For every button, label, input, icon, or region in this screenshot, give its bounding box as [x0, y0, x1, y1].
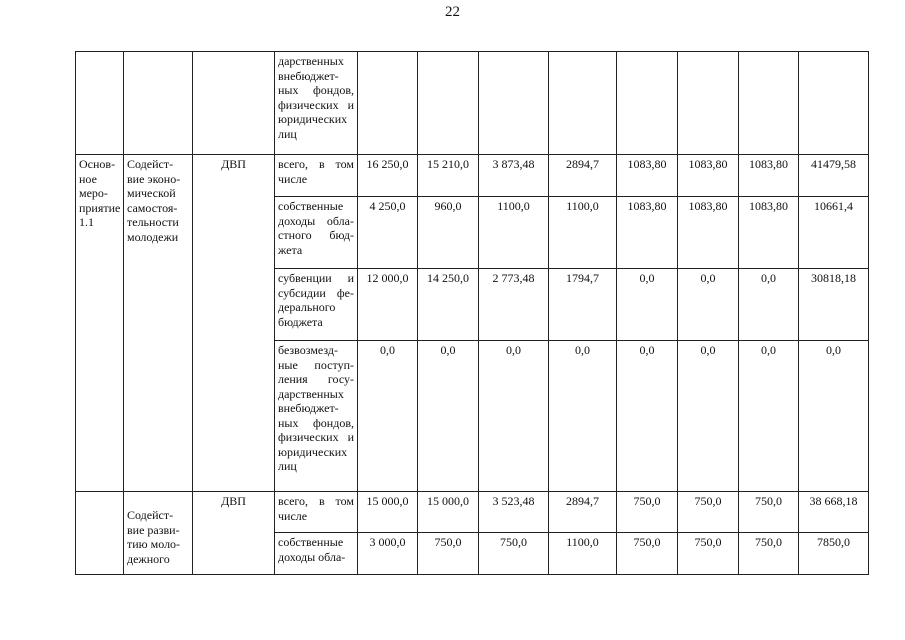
value-cell: 750,0: [418, 533, 479, 575]
program-cell: ДВП: [193, 155, 275, 492]
total-cell: 38 668,18: [799, 492, 869, 533]
value-cell: 0,0: [678, 269, 739, 341]
value-cell: 16 250,0: [358, 155, 418, 197]
budget-table: [75, 51, 869, 575]
value-cell: 2894,7: [549, 492, 617, 533]
value-cell: 0,0: [358, 341, 418, 492]
total-cell: 10661,4: [799, 197, 869, 269]
value-cell: 750,0: [739, 492, 799, 533]
value-cell: 0,0: [418, 341, 479, 492]
table-row: [76, 155, 869, 197]
value-cell: 1083,80: [739, 155, 799, 197]
value-cell: 2 773,48: [479, 269, 549, 341]
total-cell: 7850,0: [799, 533, 869, 575]
table-row: [76, 492, 869, 533]
value-cell: 750,0: [617, 533, 678, 575]
value-cell: 15 210,0: [418, 155, 479, 197]
measure-code-cell: [76, 52, 124, 155]
activity-name-cell: Содейст-вие эконо-мической самостоя-тельности молодежи: [124, 155, 193, 492]
value-cell: 1083,80: [678, 197, 739, 269]
value-cell: 14 250,0: [418, 269, 479, 341]
value-cell: 0,0: [617, 269, 678, 341]
value-cell: 750,0: [678, 492, 739, 533]
value-cell: 0,0: [739, 269, 799, 341]
value-cell: 1083,80: [678, 155, 739, 197]
total-cell: 41479,58: [799, 155, 869, 197]
total-cell: 0,0: [799, 341, 869, 492]
value-cell: 0,0: [617, 341, 678, 492]
value-cell: 0,0: [549, 341, 617, 492]
value-cell: 0,0: [739, 341, 799, 492]
funding-source-cell: всего, в том числе: [275, 155, 358, 197]
funding-source-cell: всего, в том числе: [275, 492, 358, 533]
funding-source-cell: собственные доходы обла-: [275, 533, 358, 575]
value-cell: 1100,0: [549, 197, 617, 269]
value-cell: 1083,80: [617, 197, 678, 269]
value-cell: 2894,7: [549, 155, 617, 197]
table-row: [76, 52, 869, 155]
value-cell: 0,0: [479, 341, 549, 492]
value-cell: 1100,0: [479, 197, 549, 269]
value-cell: 750,0: [617, 492, 678, 533]
activity-name-cell: [124, 52, 193, 155]
value-cell: 1100,0: [549, 533, 617, 575]
total-cell: 30818,18: [799, 269, 869, 341]
funding-source-cell: дарственных внебюджет-ных фондов, физических и юридических лиц: [275, 52, 358, 155]
funding-source-cell: безвозмезд-ные поступ-ления госу-дарственных внебюджет-ных фондов, физических и юридических лиц: [275, 341, 358, 492]
value-cell: 1794,7: [549, 269, 617, 341]
value-cell: 1083,80: [617, 155, 678, 197]
value-cell: 3 523,48: [479, 492, 549, 533]
value-cell: 750,0: [739, 533, 799, 575]
value-cell: 0,0: [678, 341, 739, 492]
value-cell: 3 000,0: [358, 533, 418, 575]
value-cell: 4 250,0: [358, 197, 418, 269]
value-cell: 12 000,0: [358, 269, 418, 341]
value-cell: 750,0: [678, 533, 739, 575]
measure-code-cell: Основ-ное меро-приятие 1.1: [76, 155, 124, 492]
value-cell: 15 000,0: [418, 492, 479, 533]
program-cell: ДВП: [193, 492, 275, 575]
program-cell: [193, 52, 275, 155]
value-cell: 15 000,0: [358, 492, 418, 533]
measure-code-cell: [76, 492, 124, 575]
value-cell: 3 873,48: [479, 155, 549, 197]
page-number: 22: [445, 4, 460, 20]
value-cell: 960,0: [418, 197, 479, 269]
value-cell: 1083,80: [739, 197, 799, 269]
value-cell: 750,0: [479, 533, 549, 575]
funding-source-cell: субвенции и субсидии фе-дерального бюджета: [275, 269, 358, 341]
funding-source-cell: собственные доходы обла-стного бюд-жета: [275, 197, 358, 269]
activity-name-cell: Содейст-вие разви-тию моло-дежного: [124, 492, 193, 575]
